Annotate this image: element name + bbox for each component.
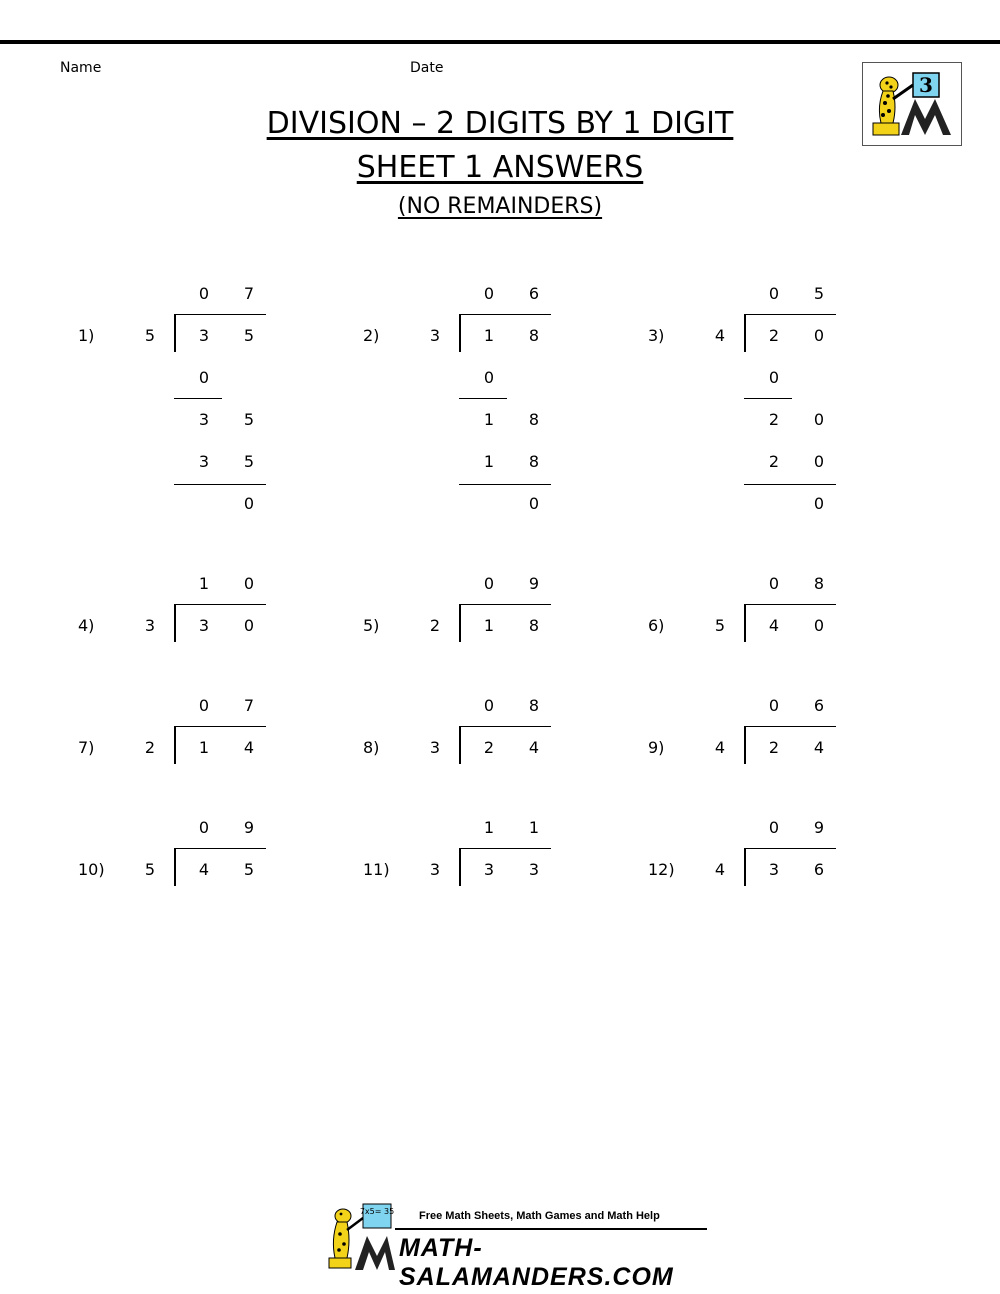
divisor: 5 bbox=[144, 860, 156, 879]
dividend-digit: 6 bbox=[813, 860, 825, 879]
dividend-digit: 1 bbox=[198, 738, 210, 757]
work-bring-down: 8 bbox=[528, 410, 540, 429]
work-second-product: 2 bbox=[768, 452, 780, 471]
quotient-digit: 0 bbox=[198, 696, 210, 715]
dividend-digit: 4 bbox=[813, 738, 825, 757]
work-remainder: 0 bbox=[243, 494, 255, 513]
division-bar bbox=[459, 314, 551, 315]
quotient-digit: 5 bbox=[813, 284, 825, 303]
divisor: 3 bbox=[144, 616, 156, 635]
work-line bbox=[744, 398, 792, 399]
work-first-product: 0 bbox=[483, 368, 495, 387]
quotient-digit: 0 bbox=[483, 284, 495, 303]
date-label: Date bbox=[410, 60, 444, 76]
top-rule bbox=[0, 40, 1000, 44]
division-bracket bbox=[459, 604, 461, 642]
problem-number: 1) bbox=[78, 326, 95, 345]
divisor: 5 bbox=[714, 616, 726, 635]
dividend-digit: 3 bbox=[198, 616, 210, 635]
division-bracket bbox=[744, 604, 746, 642]
work-line bbox=[174, 484, 266, 485]
dividend-digit: 2 bbox=[768, 326, 780, 345]
division-bracket bbox=[459, 726, 461, 764]
divisor: 2 bbox=[429, 616, 441, 635]
dividend-digit: 2 bbox=[768, 738, 780, 757]
quotient-digit: 0 bbox=[768, 818, 780, 837]
problem-number: 10) bbox=[78, 860, 105, 879]
division-bar bbox=[174, 726, 266, 727]
work-line bbox=[459, 398, 507, 399]
quotient-digit: 8 bbox=[528, 696, 540, 715]
footer-banner bbox=[325, 1200, 715, 1291]
dividend-digit: 3 bbox=[483, 860, 495, 879]
work-line bbox=[459, 484, 551, 485]
division-bracket bbox=[744, 726, 746, 764]
division-bar bbox=[174, 848, 266, 849]
blackboard-text: 7x5= 35 bbox=[359, 1207, 395, 1216]
quotient-digit: 0 bbox=[483, 574, 495, 593]
problem-number: 11) bbox=[363, 860, 390, 879]
quotient-digit: 9 bbox=[813, 818, 825, 837]
division-bar bbox=[744, 848, 836, 849]
work-bring-down: 1 bbox=[483, 410, 495, 429]
division-bracket bbox=[744, 314, 746, 352]
work-bring-down: 2 bbox=[768, 410, 780, 429]
quotient-digit: 8 bbox=[813, 574, 825, 593]
dividend-digit: 4 bbox=[243, 738, 255, 757]
work-line bbox=[174, 398, 222, 399]
division-bar bbox=[744, 604, 836, 605]
problem-number: 12) bbox=[648, 860, 675, 879]
divisor: 4 bbox=[714, 326, 726, 345]
divisor: 3 bbox=[429, 860, 441, 879]
problem-number: 4) bbox=[78, 616, 95, 635]
division-bracket bbox=[744, 848, 746, 886]
quotient-digit: 7 bbox=[243, 696, 255, 715]
work-second-product: 3 bbox=[198, 452, 210, 471]
name-label: Name bbox=[60, 60, 102, 76]
quotient-digit: 9 bbox=[528, 574, 540, 593]
work-remainder: 0 bbox=[813, 494, 825, 513]
quotient-digit: 0 bbox=[243, 574, 255, 593]
quotient-digit: 0 bbox=[198, 818, 210, 837]
quotient-digit: 0 bbox=[768, 696, 780, 715]
quotient-digit: 0 bbox=[198, 284, 210, 303]
salamander-blackboard-logo-icon bbox=[325, 1200, 395, 1272]
quotient-digit: 9 bbox=[243, 818, 255, 837]
grade-number: 3 bbox=[919, 73, 933, 97]
problem-number: 7) bbox=[78, 738, 95, 757]
dividend-digit: 4 bbox=[198, 860, 210, 879]
dividend-digit: 5 bbox=[243, 860, 255, 879]
division-bar bbox=[744, 314, 836, 315]
footer-site-name: MATH-SALAMANDERS.COM bbox=[399, 1234, 674, 1291]
work-line bbox=[744, 484, 836, 485]
dividend-digit: 0 bbox=[813, 616, 825, 635]
worksheet-note: (NO REMAINDERS) bbox=[397, 194, 603, 219]
footer-tagline: Free Math Sheets, Math Games and Math Help bbox=[419, 1210, 660, 1222]
dividend-digit: 3 bbox=[198, 326, 210, 345]
division-bracket bbox=[459, 314, 461, 352]
divisor: 2 bbox=[144, 738, 156, 757]
quotient-digit: 6 bbox=[528, 284, 540, 303]
division-bar bbox=[459, 848, 551, 849]
quotient-digit: 0 bbox=[483, 696, 495, 715]
division-bracket bbox=[174, 848, 176, 886]
quotient-digit: 0 bbox=[768, 574, 780, 593]
work-second-product: 1 bbox=[483, 452, 495, 471]
problem-number: 6) bbox=[648, 616, 665, 635]
quotient-digit: 1 bbox=[198, 574, 210, 593]
dividend-digit: 3 bbox=[528, 860, 540, 879]
work-first-product: 0 bbox=[198, 368, 210, 387]
dividend-digit: 2 bbox=[483, 738, 495, 757]
divisor: 3 bbox=[429, 326, 441, 345]
quotient-digit: 0 bbox=[768, 284, 780, 303]
problem-number: 2) bbox=[363, 326, 380, 345]
problem-number: 9) bbox=[648, 738, 665, 757]
work-bring-down: 0 bbox=[813, 410, 825, 429]
dividend-digit: 3 bbox=[768, 860, 780, 879]
dividend-digit: 1 bbox=[483, 616, 495, 635]
division-bar bbox=[174, 314, 266, 315]
dividend-digit: 0 bbox=[813, 326, 825, 345]
quotient-digit: 1 bbox=[528, 818, 540, 837]
division-bracket bbox=[174, 314, 176, 352]
worksheet-title: DIVISION – 2 DIGITS BY 1 DIGIT bbox=[266, 106, 734, 141]
problem-number: 3) bbox=[648, 326, 665, 345]
dividend-digit: 5 bbox=[243, 326, 255, 345]
work-second-product: 0 bbox=[813, 452, 825, 471]
divisor: 3 bbox=[429, 738, 441, 757]
division-bar bbox=[174, 604, 266, 605]
quotient-digit: 1 bbox=[483, 818, 495, 837]
division-bracket bbox=[174, 604, 176, 642]
work-remainder: 0 bbox=[528, 494, 540, 513]
dividend-digit: 8 bbox=[528, 326, 540, 345]
divisor: 4 bbox=[714, 738, 726, 757]
quotient-digit: 7 bbox=[243, 284, 255, 303]
work-second-product: 8 bbox=[528, 452, 540, 471]
dividend-digit: 0 bbox=[243, 616, 255, 635]
work-second-product: 5 bbox=[243, 452, 255, 471]
dividend-digit: 8 bbox=[528, 616, 540, 635]
footer-rule bbox=[395, 1228, 707, 1230]
division-bar bbox=[459, 604, 551, 605]
division-bar bbox=[744, 726, 836, 727]
quotient-digit: 6 bbox=[813, 696, 825, 715]
division-bracket bbox=[174, 726, 176, 764]
problem-number: 5) bbox=[363, 616, 380, 635]
division-bracket bbox=[459, 848, 461, 886]
division-bar bbox=[459, 726, 551, 727]
dividend-digit: 4 bbox=[528, 738, 540, 757]
divisor: 4 bbox=[714, 860, 726, 879]
work-bring-down: 5 bbox=[243, 410, 255, 429]
worksheet-subtitle: SHEET 1 ANSWERS bbox=[356, 150, 644, 185]
work-bring-down: 3 bbox=[198, 410, 210, 429]
divisor: 5 bbox=[144, 326, 156, 345]
problem-number: 8) bbox=[363, 738, 380, 757]
dividend-digit: 4 bbox=[768, 616, 780, 635]
dividend-digit: 1 bbox=[483, 326, 495, 345]
work-first-product: 0 bbox=[768, 368, 780, 387]
